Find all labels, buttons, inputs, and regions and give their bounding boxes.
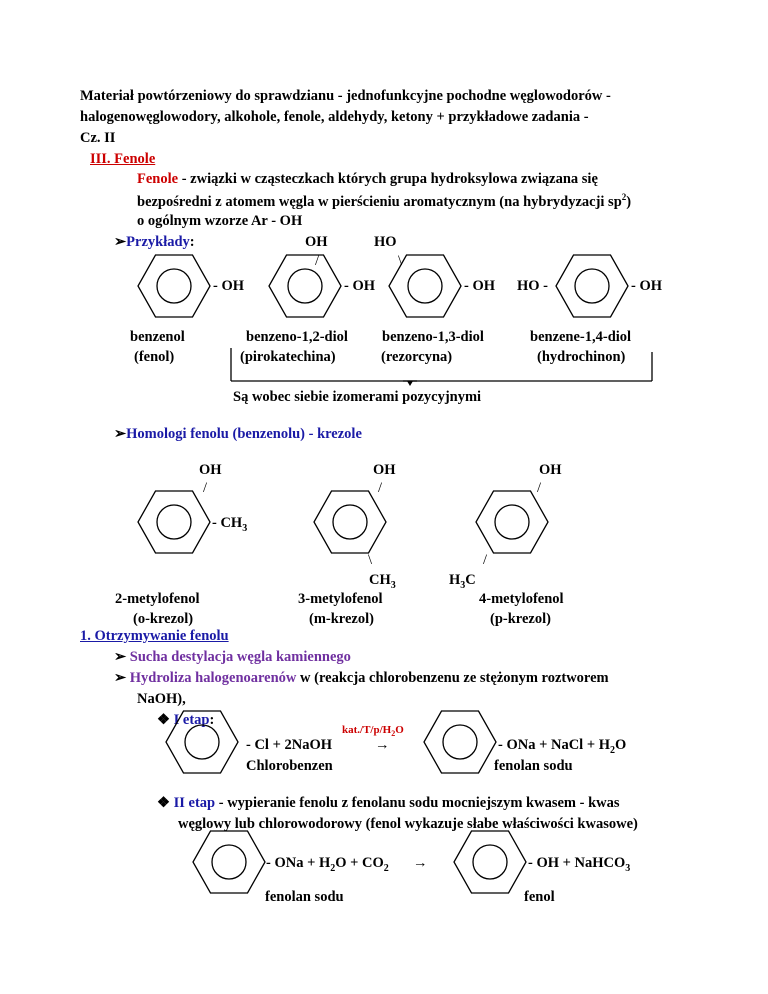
sub-3: 3: [460, 579, 466, 591]
bond-slash: /: [537, 480, 542, 496]
bond-slash-2: \: [398, 253, 403, 269]
substituent-ho-4: HO -: [517, 278, 549, 294]
isomer-note: Są wobec siebie izomerami pozycyjnymi: [233, 389, 482, 405]
definition-text-2: bezpośredni z atomem węgla w pierścieniu aromatycznym (na hybrydyzacji sp: [137, 193, 622, 210]
catalyst-o: O: [395, 724, 404, 736]
bond-slash-1: /: [315, 253, 320, 269]
bond-backslash: \: [368, 552, 373, 568]
sodium-phenolate-name: fenolan sodu: [494, 758, 573, 774]
cresol-alt-1: (o-krezol): [133, 611, 194, 627]
substituent-oh-1: - OH: [213, 278, 245, 294]
reaction-arrow-icon: →: [413, 855, 428, 871]
benzene-ring: [453, 830, 527, 894]
benzene-ring: [137, 490, 211, 554]
diamond-bullet-icon: ❖: [157, 712, 174, 728]
compound-name-1: benzenol: [130, 329, 185, 345]
colon: :: [209, 712, 215, 728]
paren: ): [626, 193, 632, 210]
cresol-name-2: 3-metylofenol: [298, 591, 383, 607]
section-title-fenole: III. Fenole: [90, 151, 156, 167]
reaction-1-right: [498, 738, 626, 756]
sub-3: 3: [390, 579, 396, 591]
methyl-group-1: [212, 516, 247, 534]
arrow-bullet-icon: ➢: [114, 234, 127, 250]
cresol-alt-2: (m-krezol): [309, 611, 374, 627]
sub-2: 2: [609, 744, 615, 756]
reactants-text-2: O + CO: [335, 855, 384, 871]
catalyst-label: [342, 725, 404, 738]
h-text: H: [449, 572, 461, 588]
homologues-label: [114, 427, 362, 442]
ch3-text: - CH: [212, 515, 243, 531]
method-2-term: Hydroliza halogenoarenów: [129, 670, 297, 686]
substituent-oh-3: - OH: [464, 278, 496, 294]
compound-name-4: benzene-1,4-diol: [530, 329, 632, 345]
bond-slash: /: [203, 480, 208, 496]
cresol-name-3: 4-metylofenol: [479, 591, 564, 607]
stage-2-text: - wypieranie fenolu z fenolanu sodu mocniejszym kwasem - kwas: [215, 795, 620, 811]
cresol-oh-3: OH: [539, 462, 562, 478]
arrow-bullet-icon: ➢: [114, 426, 127, 442]
sub-3: 3: [625, 862, 631, 874]
sub-3: 3: [242, 522, 248, 534]
sodium-phenolate-name-2: fenolan sodu: [265, 889, 344, 905]
methyl-group-3: [449, 573, 476, 591]
reaction-arrow-icon: →: [375, 737, 390, 753]
header-line-2: halogenowęglowodory, alkohole, fenole, aldehydy, ketony + przykładowe zadania -: [80, 109, 589, 125]
definition-line-3: o ogólnym wzorze Ar - OH: [137, 213, 303, 229]
sub-2: 2: [383, 862, 389, 874]
stage-2-label: II etap: [173, 795, 216, 811]
cresol-oh-2: OH: [373, 462, 396, 478]
c-text: C: [465, 572, 476, 588]
compound-alt-1: (fenol): [134, 349, 175, 365]
cresol-name-1: 2-metylofenol: [115, 591, 200, 607]
definition-term: Fenole: [137, 171, 179, 187]
method-2-line-2: NaOH),: [137, 691, 186, 707]
homologues-label-text: Homologi fenolu (benzenolu) - krezole: [126, 426, 362, 442]
cresol-oh-1: OH: [199, 462, 222, 478]
cresol-alt-3: (p-krezol): [490, 611, 551, 627]
benzene-ring: [475, 490, 549, 554]
method-1-text: Sucha destylacja węgla kamiennego: [129, 649, 351, 665]
substituent-oh-4: - OH: [631, 278, 663, 294]
phenol-name: fenol: [524, 889, 555, 905]
benzene-ring: [423, 710, 497, 774]
compound-alt-2: (pirokatechina): [240, 349, 336, 365]
arrow-bullet-icon: ➢: [114, 670, 130, 686]
diamond-bullet-icon: ❖: [157, 795, 174, 811]
ch3-text: CH: [369, 572, 391, 588]
benzene-ring: [165, 710, 239, 774]
sub-2: 2: [330, 862, 336, 874]
reaction-2-left: [266, 856, 389, 874]
methyl-group-2: [369, 573, 396, 591]
stage-2-line-2: węglowy lub chlorowodorowy (fenol wykazuje słabe właściwości kwasowe): [178, 816, 638, 832]
catalyst-text: kat./T/p/H: [342, 724, 392, 736]
substituent-oh-2: - OH: [344, 278, 376, 294]
method-2-text: w (reakcja chlorobenzenu ze stężonym roztworem: [296, 670, 609, 686]
method-1: [114, 650, 351, 665]
definition-text: - związki w cząsteczkach których grupa hydroksylowa związana się: [178, 171, 598, 187]
products-text: - ONa + NaCl + H: [498, 737, 610, 753]
header-line-3: Cz. II: [80, 130, 116, 146]
products-text: - OH + NaHCO: [528, 855, 626, 871]
sub-2: 2: [391, 729, 396, 739]
stage-1-label: I etap: [173, 712, 210, 728]
header-line-1: Materiał powtórzeniowy do sprawdzianu - jednofunkcyjne pochodne węglowodorów -: [80, 88, 611, 104]
reactants-text: - ONa + H: [266, 855, 331, 871]
oh-top-1: OH: [305, 234, 328, 250]
reaction-1-left: - Cl + 2NaOH: [246, 737, 332, 753]
ho-top-2: HO: [374, 234, 397, 250]
method-2: [114, 671, 609, 686]
compound-alt-3: (rezorcyna): [381, 349, 453, 365]
compound-name-2: benzeno-1,2-diol: [246, 329, 348, 345]
sup-2: 2: [621, 192, 627, 202]
reaction-2-right: [528, 856, 630, 874]
benzene-ring: [313, 490, 387, 554]
bond-slash: /: [378, 480, 383, 496]
o-text: O: [614, 737, 627, 753]
stage-2: [157, 796, 620, 811]
examples-label-text: Przykłady: [126, 234, 190, 250]
compound-alt-4: (hydrochinon): [537, 349, 626, 365]
section-title-obtaining: 1. Otrzymywanie fenolu: [80, 628, 229, 644]
benzene-ring: [192, 830, 266, 894]
colon: :: [189, 234, 195, 250]
chlorobenzene-name: Chlorobenzen: [246, 758, 333, 774]
bond-slash: /: [483, 552, 488, 568]
arrow-bullet-icon: ➢: [114, 649, 130, 665]
compound-name-3: benzeno-1,3-diol: [382, 329, 484, 345]
